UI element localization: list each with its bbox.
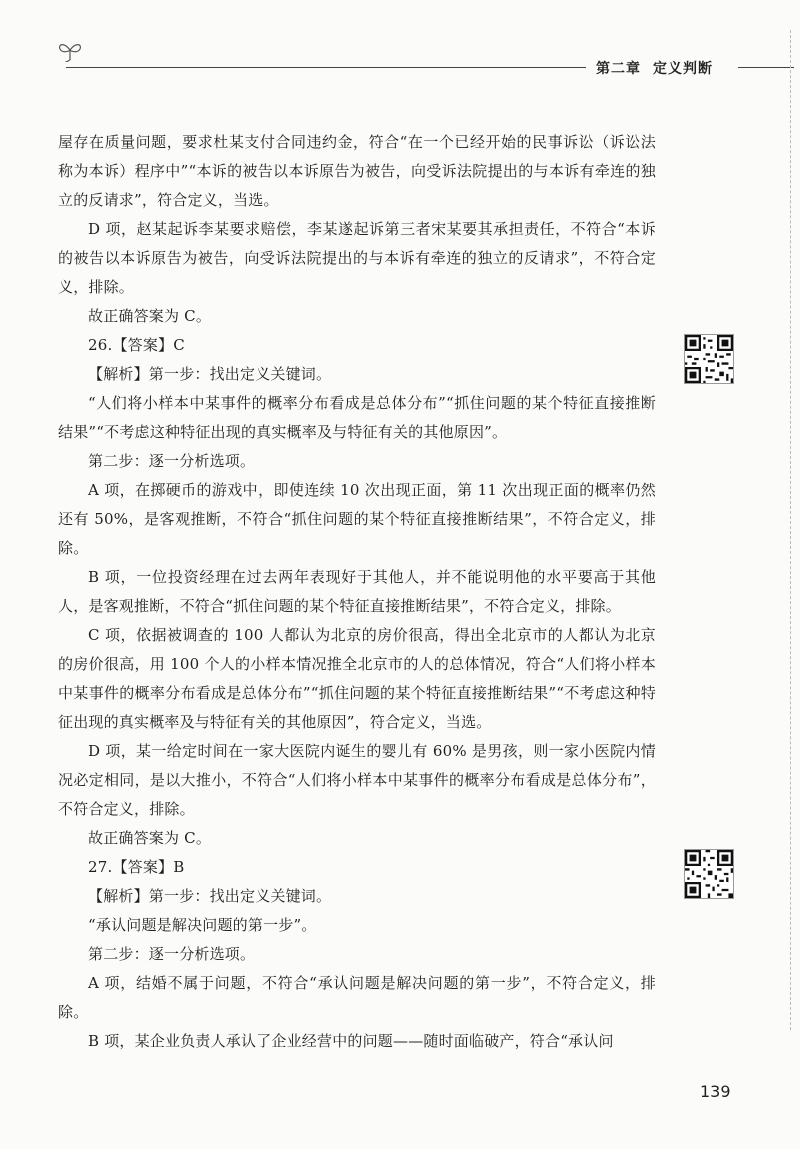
analysis-step: 【解析】第一步：找出定义关键词。 bbox=[88, 365, 332, 383]
analysis-step: 第二步：逐一分析选项。 bbox=[88, 452, 256, 470]
answer-heading: 27.【答案】B bbox=[88, 858, 185, 876]
answer-heading: 26.【答案】C bbox=[88, 336, 185, 354]
page-edge-line bbox=[790, 30, 791, 1030]
paragraph: B 项，一位投资经理在过去两年表现好于其他人，并不能说明他的水平要高于其他人，是客观推断，不符合“抓住问题的某个特征直接推断结果”，不符合定义，排除。 bbox=[58, 568, 656, 615]
paragraph: 故正确答案为 C。 bbox=[88, 307, 212, 325]
analysis-step: 【解析】第一步：找出定义关键词。 bbox=[88, 887, 332, 905]
paragraph: 故正确答案为 C。 bbox=[88, 829, 212, 847]
header-rule bbox=[66, 67, 586, 68]
qr-pattern bbox=[685, 850, 733, 898]
paragraph: D 项，赵某起诉李某要求赔偿，李某遂起诉第三者宋某要其承担责任，不符合“本诉的被告以本诉原告为被告，向受诉法院提出的与本诉有牵连的独立的反请求”，不符合定义，排除。 bbox=[58, 220, 656, 296]
page-number: 139 bbox=[700, 1082, 731, 1101]
paragraph: B 项，某企业负责人承认了企业经营中的问题——随时面临破产，符合“承认问 bbox=[88, 1032, 614, 1050]
section-label: 定义判断 bbox=[653, 61, 713, 77]
paragraph: A 项，在掷硬币的游戏中，即使连续 10 次出现正面，第 11 次出现正面的概率仍然还有 50%，是客观推断，不符合“抓住问题的某个特征直接推断结果”，不符合定义，排除。 bbox=[58, 481, 656, 557]
analysis-step: 第二步：逐一分析选项。 bbox=[88, 945, 256, 963]
paragraph: C 项，依据被调查的 100 人都认为北京的房价很高，得出全北京市的人都认为北京的房价很高，用 100 个人的小样本情况推全北京市的人的总体情况，符合“人们将小样本中某事件的概率分布看成是总体分布”“抓住问题的某个特征直接推断结果”“不考虑这种特征出现的真实概率及与特征有关的其他原因”，符合定义，当选。 bbox=[58, 626, 656, 731]
qr-code-icon[interactable] bbox=[684, 334, 734, 384]
chapter-label: 第二章 bbox=[596, 61, 641, 77]
paragraph: D 项，某一给定时间在一家大医院内诞生的婴儿有 60% 是男孩，则一家小医院内情况必定相同，是以大推小，不符合“人们将小样本中某事件的概率分布看成是总体分布”，不符合定义，排除。 bbox=[58, 742, 656, 818]
paragraph: 屋存在质量问题，要求杜某支付合同违约金，符合“在一个已经开始的民事诉讼（诉讼法称为本诉）程序中”“本诉的被告以本诉原告为被告，向受诉法院提出的与本诉有牵连的独立的反请求”，符合定义，当选。 bbox=[58, 133, 656, 209]
sprout-logo-icon bbox=[56, 40, 84, 62]
paragraph: “人们将小样本中某事件的概率分布看成是总体分布”“抓住问题的某个特征直接推断结果”“不考虑这种特征出现的真实概率及与特征有关的其他原因”。 bbox=[58, 394, 656, 441]
qr-pattern bbox=[685, 335, 733, 383]
page-body bbox=[58, 128, 656, 1056]
running-header bbox=[596, 58, 713, 78]
header-rule-right bbox=[738, 67, 794, 68]
paragraph: A 项，结婚不属于问题，不符合“承认问题是解决问题的第一步”，不符合定义，排除。 bbox=[58, 974, 656, 1021]
paragraph: “承认问题是解决问题的第一步”。 bbox=[88, 916, 317, 934]
qr-code-icon[interactable] bbox=[684, 849, 734, 899]
